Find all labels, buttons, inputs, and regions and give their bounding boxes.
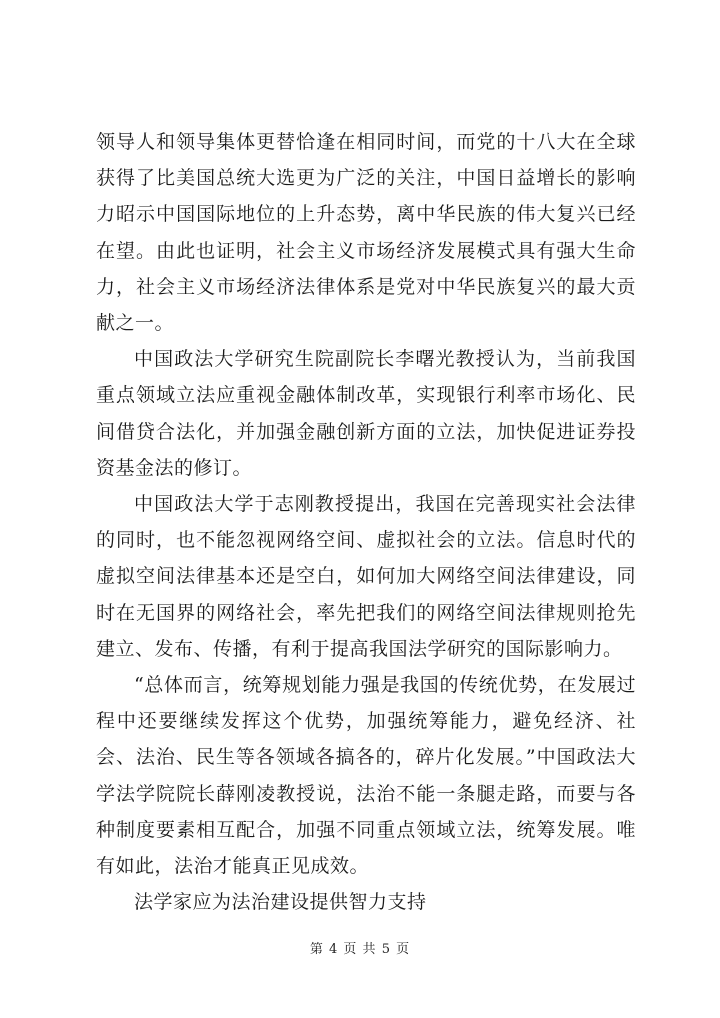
paragraph-li-shuguang: 中国政法大学研究生院副院长李曙光教授认为，当前我国重点领域立法应重视金融体制改革，实现银行利率市场化、民间借贷合法化，并加强金融创新方面的立法，加快促进证券投资基金法的修订。 bbox=[96, 348, 636, 479]
paragraph-yu-zhigang: 中国政法大学于志刚教授提出，我国在完善现实社会法律的同时，也不能忽视网络空间、虚拟社会的立法。信息时代的虚拟空间法律基本还是空白，如何加大网络空间法律建设，同时在无国界的网络社会，率先把我们的网络空间法律规则抢先建立、发布、传播，有利于提高我国法学研究的国际影响力。 bbox=[96, 493, 636, 660]
section-heading: 法学家应为法治建设提供智力支持 bbox=[134, 891, 427, 914]
paragraph-xue-gangling: “总体而言，统筹规划能力强是我国的传统优势，在发展过程中还要继续发挥这个优势，加强统筹能力，避免经济、社会、法治、民生等各领域各搞各的，碎片化发展。”中国政法大学法学院院长薛刚凌教授说，法治不能一条腿走路，而要与各种制度要素相互配合，加强不同重点领域立法，统筹发展。唯有如此，法治才能真正见成效。 bbox=[96, 674, 636, 878]
page-number-footer: 第 4 页 共 5 页 bbox=[309, 942, 411, 957]
paragraph-continuation: 领导人和领导集体更替恰逢在相同时间，而党的十八大在全球获得了比美国总统大选更为广泛的关注，中国日益增长的影响力昭示中国国际地位的上升态势，离中华民族的伟大复兴已经在望。由此也证明，社会主义市场经济发展模式具有强大生命力，社会主义市场经济法律体系是党对中华民族复兴的最大贡献之一。 bbox=[96, 131, 636, 335]
body-text bbox=[96, 124, 636, 920]
